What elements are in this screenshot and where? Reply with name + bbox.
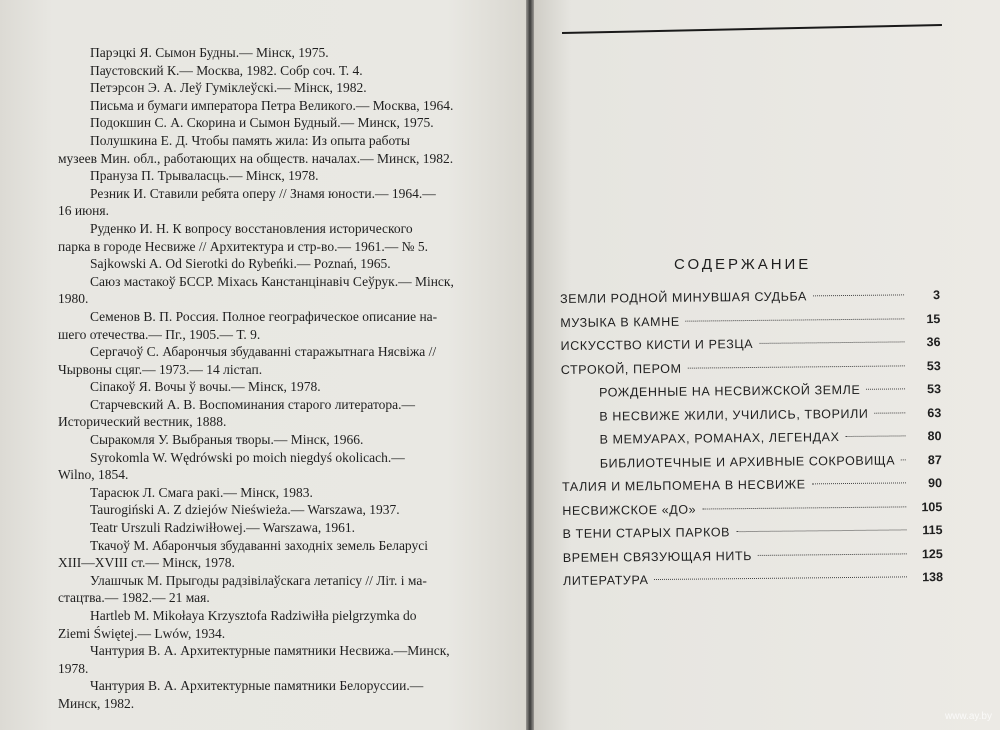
bibliography-entry [58, 519, 490, 537]
toc-item-label: НЕСВИЖСКОЕ «ДО» [562, 502, 697, 518]
bibliography-entry [58, 132, 490, 167]
entry-continuation: парка в городе Несвиже // Архитектура и стр-во.— 1961.— № 5. [58, 238, 428, 254]
toc-leader-dots [686, 318, 905, 321]
entry-continuation: музеев Мин. обл., работающих на обществ. началах.— Минск, 1982. [58, 150, 454, 166]
toc-leader-dots [813, 294, 904, 296]
bibliography-entry [58, 273, 490, 308]
toc-item-page: 87 [927, 452, 942, 467]
toc-item-page: 36 [926, 335, 941, 350]
bibliography-entry [58, 607, 490, 642]
entry-continuation: XIII—XVIII ст.— Мінск, 1978. [58, 555, 235, 571]
toc-item-label: МУЗЫКА В КАМНЕ [560, 314, 680, 330]
entry-line: Петэрсон Э. А. Леў Гуміклеўскі.— Мінск, 1982. [90, 80, 367, 96]
toc-item-label: В НЕСВИЖЕ ЖИЛИ, УЧИЛИСЬ, ТВОРИЛИ [599, 406, 869, 424]
toc-leader-dots [874, 412, 905, 413]
bibliography-entry [58, 167, 490, 185]
entry-line: Парэцкі Я. Сымон Будны.— Мінск, 1975. [90, 45, 329, 60]
toc-item-label: ИСКУССТВО КИСТИ И РЕЗЦА [560, 336, 754, 353]
table-of-contents [560, 288, 943, 597]
bibliography-entry [58, 62, 490, 80]
toc-item-page: 53 [927, 382, 942, 397]
toc-leader-dots [759, 341, 904, 344]
toc-item-label: ТАЛИЯ И МЕЛЬПОМЕНА В НЕСВИЖЕ [561, 477, 806, 494]
toc-leader-dots [845, 435, 905, 437]
entry-line: Ткачоў М. Абарончыя збудаванні заходніх земель Беларусі [90, 537, 428, 553]
entry-line: Taurogiński A. Z dziejów Nieświeża.— Warszawa, 1937. [90, 502, 400, 518]
entry-line: Руденко И. Н. К вопросу восстановления исторического [90, 220, 413, 236]
entry-line: Саюз мастакоў БССР. Міхась Канстанцінавіч Сеўрук.— Мінск, [90, 273, 454, 289]
toc-item-label: В ТЕНИ СТАРЫХ ПАРКОВ [562, 525, 731, 541]
bibliography-entry [58, 501, 490, 519]
entry-line: Старчевский А. В. Воспоминания старого литератора.— [90, 396, 416, 412]
entry-line: Sajkowski A. Od Sierotki do Rybeńki.— Poznań, 1965. [90, 256, 391, 272]
toc-item-page: 125 [921, 546, 943, 561]
toc-leader-dots [688, 365, 905, 368]
entry-line: Сыракомля У. Выбраныя творы.— Мінск, 1966. [90, 432, 364, 448]
entry-line: Чантурия В. А. Архитектурные памятники Белоруссии.— [90, 678, 424, 694]
bibliography-entry [58, 431, 490, 449]
bibliography-entry [58, 572, 490, 607]
entry-line: Паустовский К.— Москва, 1982. Собр соч. Т. 4. [90, 62, 363, 78]
entry-continuation: 1978. [58, 660, 89, 676]
toc-item-page: 15 [926, 311, 941, 326]
bibliography-entry [58, 114, 490, 132]
toc-item-page: 53 [926, 358, 941, 373]
entry-continuation: Ziemi Świętej.— Lwów, 1934. [58, 625, 226, 641]
entry-continuation: Чырвоны сцяг.— 1973.— 14 лістап. [58, 361, 263, 377]
bibliography-entry [58, 642, 490, 677]
bibliography-entry [58, 449, 490, 484]
toc-item-label: БИБЛИОТЕЧНЫЕ И АРХИВНЫЕ СОКРОВИЩА [599, 452, 896, 471]
toc-leader-dots [812, 482, 906, 484]
toc-item-page: 80 [927, 429, 942, 444]
entry-continuation: Исторический вестник, 1888. [58, 414, 227, 430]
entry-line: Чантурия В. А. Архитектурные памятники Несвижа.—Минск, [90, 643, 450, 659]
entry-continuation: 16 июня. [58, 203, 109, 219]
bibliography-entry [58, 97, 490, 115]
toc-leader-dots [758, 553, 907, 556]
bibliography-entry [58, 185, 490, 220]
bibliography-entry [58, 537, 490, 572]
entry-line: Улашчык М. Прыгоды радзівілаўскага летапісу // Літ. і ма- [90, 572, 427, 588]
toc-item-page: 115 [922, 523, 943, 538]
toc-item-label: СТРОКОЙ, ПЕРОМ [560, 361, 682, 377]
toc-item-page: 105 [921, 499, 943, 514]
toc-item-label: ЛИТЕРАТУРА [562, 573, 649, 588]
bibliography-entry [58, 79, 490, 97]
entry-continuation: стацтва.— 1982.— 21 мая. [58, 590, 210, 606]
book-gutter [526, 0, 534, 730]
toc-leader-dots [654, 576, 907, 580]
bibliography-entry [58, 255, 490, 273]
entry-line: Письма и бумаги императора Петра Великого.— Москва, 1964. [90, 97, 454, 113]
toc-item-page: 63 [927, 405, 942, 420]
toc-item-page: 138 [922, 570, 944, 585]
bibliography-list [58, 44, 490, 713]
toc-item-label: ЗЕМЛИ РОДНОЙ МИНУВШАЯ СУДЬБА [560, 289, 808, 306]
entry-continuation: Wilno, 1854. [58, 467, 129, 483]
entry-line: Резник И. Ставили ребята оперу // Знамя юности.— 1964.— [90, 185, 436, 201]
bibliography-entry [58, 308, 490, 343]
entry-continuation: Минск, 1982. [58, 695, 135, 711]
entry-line: Сергачоў С. Абарончыя збудаванні старажытнага Нясвіжа // [90, 344, 437, 360]
toc-item-label: В МЕМУАРАХ, РОМАНАХ, ЛЕГЕНДАХ [599, 430, 840, 447]
entry-line: Teatr Urszuli Radziwiłłowej.— Warszawa, 1961. [90, 520, 356, 536]
watermark: www.ay.by [944, 711, 992, 722]
entry-line: Семенов В. П. Россия. Полное географическое описание на- [90, 308, 438, 324]
toc-title: СОДЕРЖАНИЕ [674, 256, 812, 273]
entry-continuation: шего отечества.— Пг., 1905.— Т. 9. [58, 326, 261, 342]
toc-item-label: ВРЕМЕН СВЯЗУЮЩАЯ НИТЬ [562, 548, 753, 565]
toc-item-page: 3 [933, 288, 941, 303]
bibliography-entry [58, 343, 490, 378]
toc-leader-dots [736, 529, 906, 532]
entry-line: Подокшин С. А. Скорина и Сымон Будный.— Минск, 1975. [90, 115, 434, 131]
toc-leader-dots [866, 388, 905, 389]
toc-item-page: 90 [928, 476, 943, 491]
bibliography-entry [58, 44, 490, 62]
toc-item [563, 570, 943, 597]
bibliography-entry [58, 484, 490, 502]
bibliography-entry [58, 220, 490, 255]
toc-leader-dots [901, 459, 906, 460]
entry-line: Полушкина Е. Д. Чтобы память жила: Из опыта работы [90, 132, 410, 148]
toc-item-label: РОЖДЕННЫЕ НА НЕСВИЖСКОЙ ЗЕМЛЕ [598, 382, 861, 400]
entry-line: Hartleb M. Mikołaya Krzysztofa Radziwiłła pielgrzymka do [90, 608, 417, 623]
entry-continuation: 1980. [58, 291, 89, 307]
entry-line: Тарасюк Л. Смага ракі.— Мінск, 1983. [90, 484, 313, 500]
entry-line: Сіпакоў Я. Вочы ў вочы.— Мінск, 1978. [90, 379, 321, 395]
bibliography-entry [58, 677, 490, 712]
entry-line: Прануза П. Трываласць.— Мінск, 1978. [90, 168, 319, 184]
bibliography-entry [58, 396, 490, 431]
entry-line: Syrokomla W. Wędrówski po moich niegdyś okolicach.— [90, 449, 405, 465]
bibliography-entry [58, 378, 490, 396]
toc-leader-dots [702, 506, 906, 509]
